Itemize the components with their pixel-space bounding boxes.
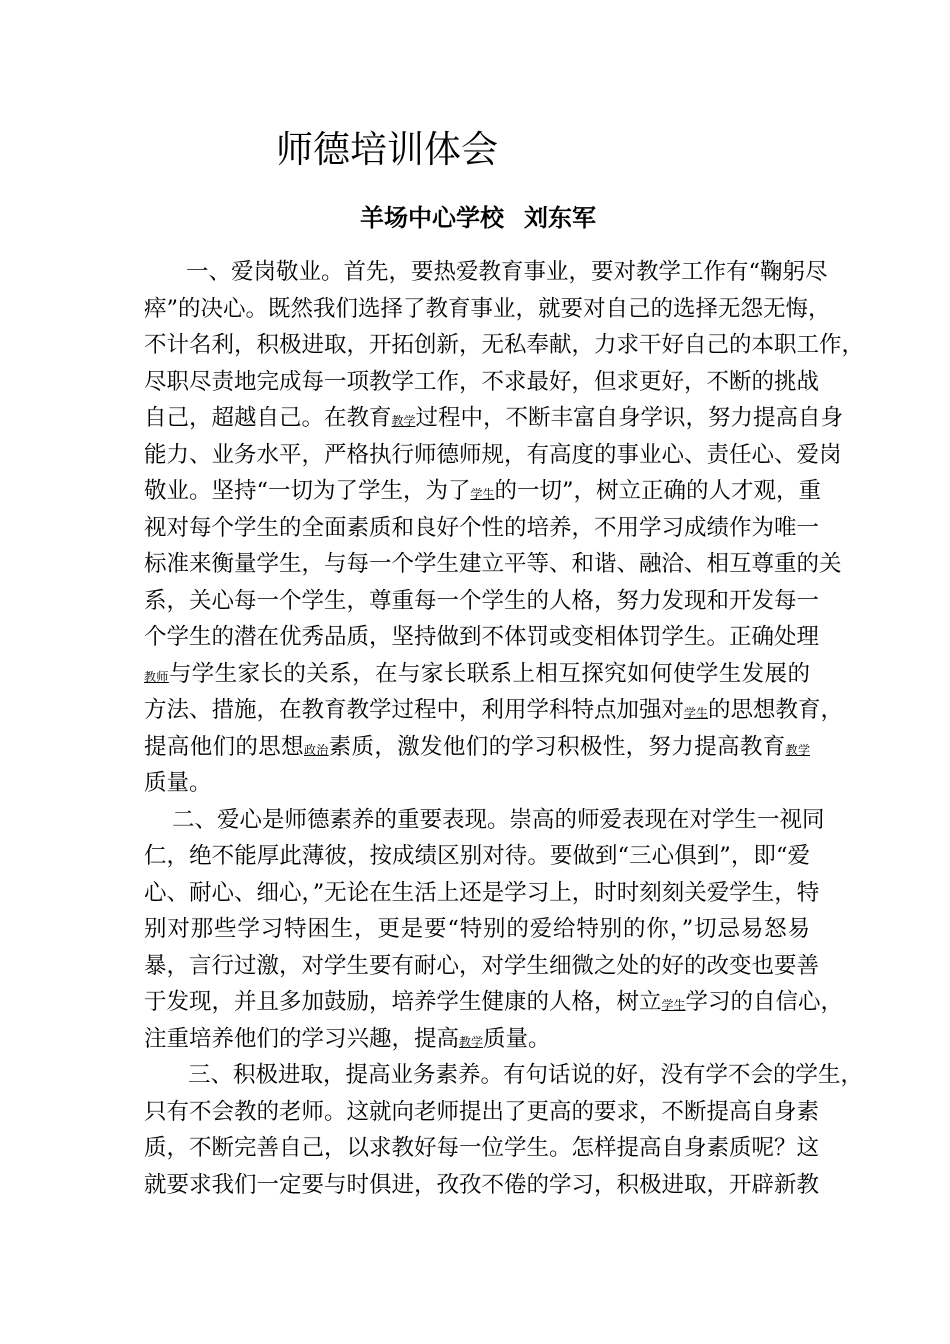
inline-keyword-link[interactable]: 教学 (459, 1034, 484, 1049)
text-segment: 于发现，并且多加鼓励，培养学生健康的人格，树立 (144, 989, 662, 1015)
text-segment: 方法、措施，在教育教学过程中，利用学科特点加强对 (144, 697, 685, 723)
author-line (360, 198, 596, 238)
text-line (144, 1094, 820, 1131)
text-segment: 质，不断完善自己，以求教好每一位学生。怎样提高自身素质呢？这 (144, 1135, 820, 1161)
text-line (144, 875, 820, 912)
inline-keyword-link[interactable]: 政治 (303, 742, 329, 757)
text-line (144, 729, 810, 766)
text-line (144, 327, 865, 364)
text-line (144, 765, 810, 802)
inline-keyword-link[interactable]: 学生 (470, 487, 495, 501)
text-segment: 质量。 (144, 770, 212, 796)
text-segment: 一、爱岗敬业。首先，要热爱教育事业，要对教学工作有“鞠躬尽 (186, 259, 828, 285)
author-school: 羊场中心学校 (360, 204, 504, 232)
text-segment: 的一切”，树立正确的人才观，重 (494, 478, 822, 504)
text-line (144, 400, 844, 437)
text-line (144, 437, 842, 474)
text-segment: 个学生的潜在优秀品质，坚持做到不体罚或变相体罚学生。正确处理 (144, 624, 820, 650)
text-segment: 二、爱心是师德素养的重要表现。崇高的师爱表现在对学生一视同 (172, 806, 825, 833)
text-segment: 心、耐心、细心，”无论在生活上还是学习上，时时刻刻关爱学生，特 (144, 879, 820, 906)
text-line (144, 802, 825, 839)
text-line (144, 656, 810, 693)
text-segment: 敬业。坚持“一切为了学生，为了 (144, 478, 471, 504)
author-name: 刘东军 (524, 204, 596, 232)
text-segment: 视对每个学生的全面素质和良好个性的培养，不用学习成绩作为唯一 (144, 514, 820, 541)
text-line (144, 1057, 864, 1094)
text-line (144, 984, 844, 1021)
inline-keyword-link[interactable]: 教学 (785, 742, 810, 757)
text-line (144, 364, 820, 401)
text-segment: 能力、业务水平，严格执行师德师规，有高度的事业心、责任心、爱岗 (144, 441, 842, 468)
text-line (144, 911, 810, 948)
document-title: 师德培训体会 (276, 128, 498, 171)
text-segment: 自己，超越自己。在教育 (144, 405, 392, 431)
text-segment: 三、积极进取，提高业务素养。有句话说的好，没有学不会的学生， (188, 1062, 864, 1088)
text-line (144, 692, 844, 729)
body-text (144, 254, 865, 1203)
text-segment: 瘁”的决心。既然我们选择了教育事业，就要对自己的选择无怨无悔， (144, 295, 831, 322)
text-segment: 质量。 (483, 1025, 551, 1052)
text-segment: 尽职尽责地完成每一项教学工作，不求最好，但求更好，不断的挑战 (144, 368, 820, 395)
text-segment: 过程中，不断丰富自身学识，努力提高自身 (415, 405, 844, 431)
text-line (144, 948, 820, 985)
text-line (144, 473, 822, 510)
text-line (144, 1130, 820, 1167)
text-line (144, 254, 828, 291)
inline-keyword-link[interactable]: 教学 (391, 414, 416, 428)
text-line (144, 510, 820, 547)
text-segment: 就要求我们一定要与时俱进，孜孜不倦的学习，积极进取，开辟新教 (144, 1171, 820, 1198)
text-segment: 提高他们的思想 (144, 733, 304, 760)
text-segment: 不计名利，积极进取，开拓创新，无私奉献，力求干好自己的本职工作， (144, 332, 865, 358)
text-segment: 与学生家长的关系，在与家长联系上相互探究如何使学生发展的 (168, 660, 810, 687)
inline-keyword-link[interactable]: 学生 (661, 998, 686, 1012)
text-segment: 学习的自信心， (685, 989, 844, 1015)
inline-keyword-link[interactable]: 学生 (684, 706, 709, 720)
text-line (144, 619, 820, 656)
text-segment: 只有不会教的老师。这就向老师提出了更高的要求，不断提高自身素 (144, 1098, 820, 1125)
text-line (144, 291, 831, 328)
text-segment: 暴，言行过激，对学生要有耐心，对学生细微之处的好的改变也要善 (144, 952, 820, 979)
inline-keyword-link[interactable]: 教师 (144, 669, 169, 684)
text-segment: 仁，绝不能厚此薄彼，按成绩区别对待。要做到“三心俱到”，即“爱 (144, 843, 810, 869)
text-segment: 注重培养他们的学习兴趣，提高 (144, 1025, 460, 1052)
text-line (144, 1021, 810, 1058)
text-segment: 系，关心每一个学生，尊重每一个学生的人格，努力发现和开发每一 (144, 587, 820, 614)
text-line (144, 838, 810, 875)
text-segment: 素质，激发他们的学习积极性，努力提高教育 (328, 733, 786, 760)
text-segment: 标准来衡量学生，与每一个学生建立平等、和谐、融洽、相互尊重的关 (144, 551, 842, 577)
text-segment: 的思想教育， (708, 697, 844, 723)
text-line (144, 546, 842, 583)
text-line (144, 1167, 820, 1204)
text-segment: 别对那些学习特困生，更是要“特别的爱给特别的你，”切忌易怒易 (144, 916, 810, 942)
text-line (144, 583, 820, 620)
